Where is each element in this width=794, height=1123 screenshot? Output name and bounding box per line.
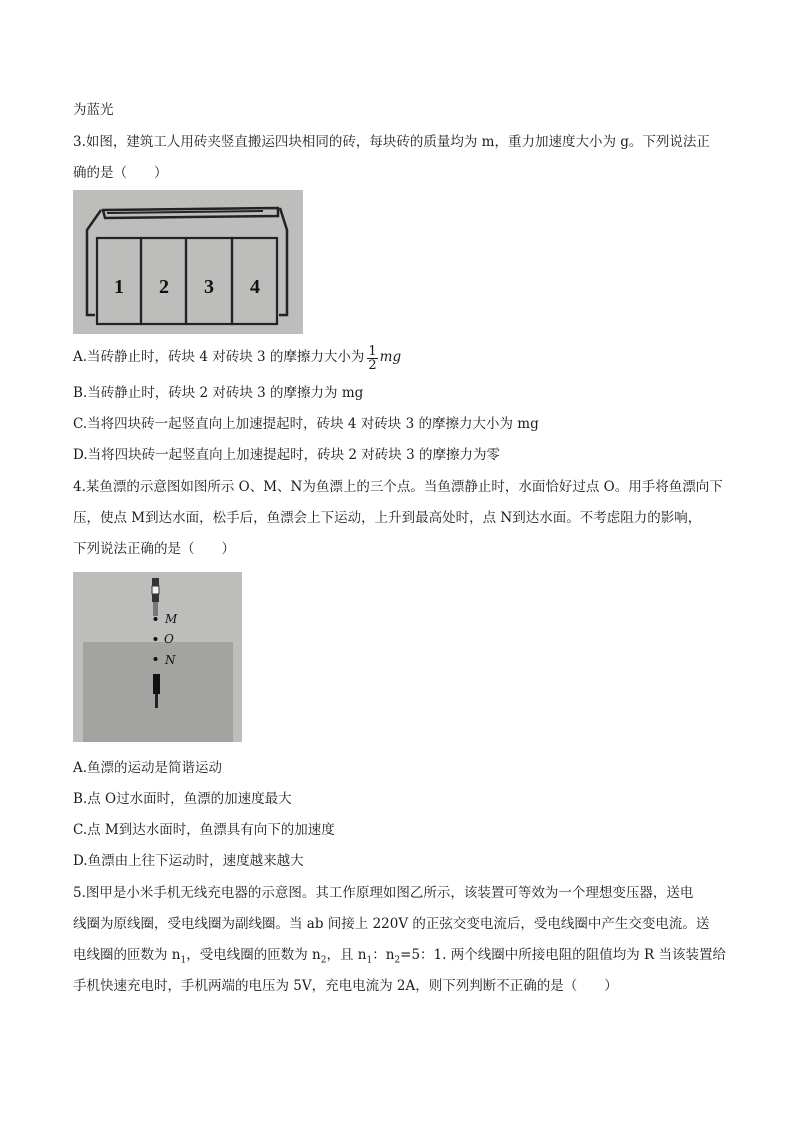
brick-label-2: 2 xyxy=(159,276,169,298)
question-5-stem-cont: 线圈为原线圈，受电线圈为副线圈。当 ab 间接上 220V 的正弦交变电流后，受电线圈中产生交变电流。送 xyxy=(73,916,710,932)
fishing-float-figure xyxy=(73,572,242,742)
fraction-denominator: 2 xyxy=(368,357,377,373)
question-4-stem-cont: 压，使点 M到达水面，松手后，鱼漂会上下运动，上升到最高处时，点 N到达水面。不考虑阻力的影响， xyxy=(73,510,702,526)
brick-label-3: 3 xyxy=(204,276,214,298)
question-3-stem: 3.如图，建筑工人用砖夹竖直搬运四块相同的砖，每块砖的质量均为 m，重力加速度大小为 g。下列说法正 xyxy=(73,134,710,150)
brick-label-1: 1 xyxy=(114,276,124,298)
question-5-stem-turns xyxy=(73,949,726,966)
turns-text-5: =5：1. 两个线圈中所接电阻的阻值均为 R 当该装置给 xyxy=(400,947,726,963)
subscript-3: 1 xyxy=(366,955,373,966)
question-5-stem-end: 手机快速充电时，手机两端的电压为 5V，充电电流为 2A，则下列判断不正确的是（ ） xyxy=(73,978,618,994)
subscript-1: 1 xyxy=(180,955,187,966)
turns-text-3: ，且 n xyxy=(326,947,367,963)
turns-text-2: ，受电线圈的匝数为 n xyxy=(186,947,321,963)
label-o: O xyxy=(164,632,174,646)
subscript-4: 2 xyxy=(394,955,401,966)
label-m: M xyxy=(165,612,178,626)
fishing-float-drawing xyxy=(73,572,242,742)
question-4-stem: 4.某鱼漂的示意图如图所示 O、M、N为鱼漂上的三个点。当鱼漂静止时，水面恰好过点 O。用手将鱼漂向下 xyxy=(73,479,723,495)
question-3-option-c: C.当将四块砖一起竖直向上加速提起时，砖块 4 对砖块 3 的摩擦力大小为 mg xyxy=(73,416,539,432)
fraction-numerator: 1 xyxy=(368,343,377,359)
question-4-stem-end: 下列说法正确的是（ ） xyxy=(73,541,235,557)
option-a-text: A.当砖静止时，砖块 4 对砖块 3 的摩擦力大小为 xyxy=(73,349,365,366)
question-4-option-c: C.点 M到达水面时，鱼漂具有向下的加速度 xyxy=(73,822,335,838)
question-3-option-d: D.当将四块砖一起竖直向上加速提起时，砖块 2 对砖块 3 的摩擦力为零 xyxy=(73,447,500,463)
question-4-option-d: D.鱼漂由上往下运动时，速度越来越大 xyxy=(73,853,304,869)
turns-text-4: ：n xyxy=(372,947,395,963)
question-3-stem-cont: 确的是（ ） xyxy=(73,165,168,181)
question-3-option-b: B.当砖静止时，砖块 2 对砖块 3 的摩擦力为 mg xyxy=(73,385,364,401)
fraction-one-half xyxy=(367,345,377,372)
question-4-option-a: A.鱼漂的运动是简谐运动 xyxy=(73,760,223,776)
brick-label-4: 4 xyxy=(250,276,260,298)
text-line: 为蓝光 xyxy=(73,102,114,118)
question-3-option-a xyxy=(73,345,401,371)
label-n: N xyxy=(165,653,176,667)
brick-clamp-figure xyxy=(73,190,303,334)
brick-clamp-drawing xyxy=(73,190,303,334)
subscript-2: 2 xyxy=(320,955,327,966)
question-4-option-b: B.点 O过水面时，鱼漂的加速度最大 xyxy=(73,791,292,807)
turns-text-1: 电线圈的匝数为 n xyxy=(73,947,181,963)
option-a-unit: mg xyxy=(379,349,402,366)
question-5-stem: 5.图甲是小米手机无线充电器的示意图。其工作原理如图乙所示，该装置可等效为一个理想变压器，送电 xyxy=(73,885,694,901)
